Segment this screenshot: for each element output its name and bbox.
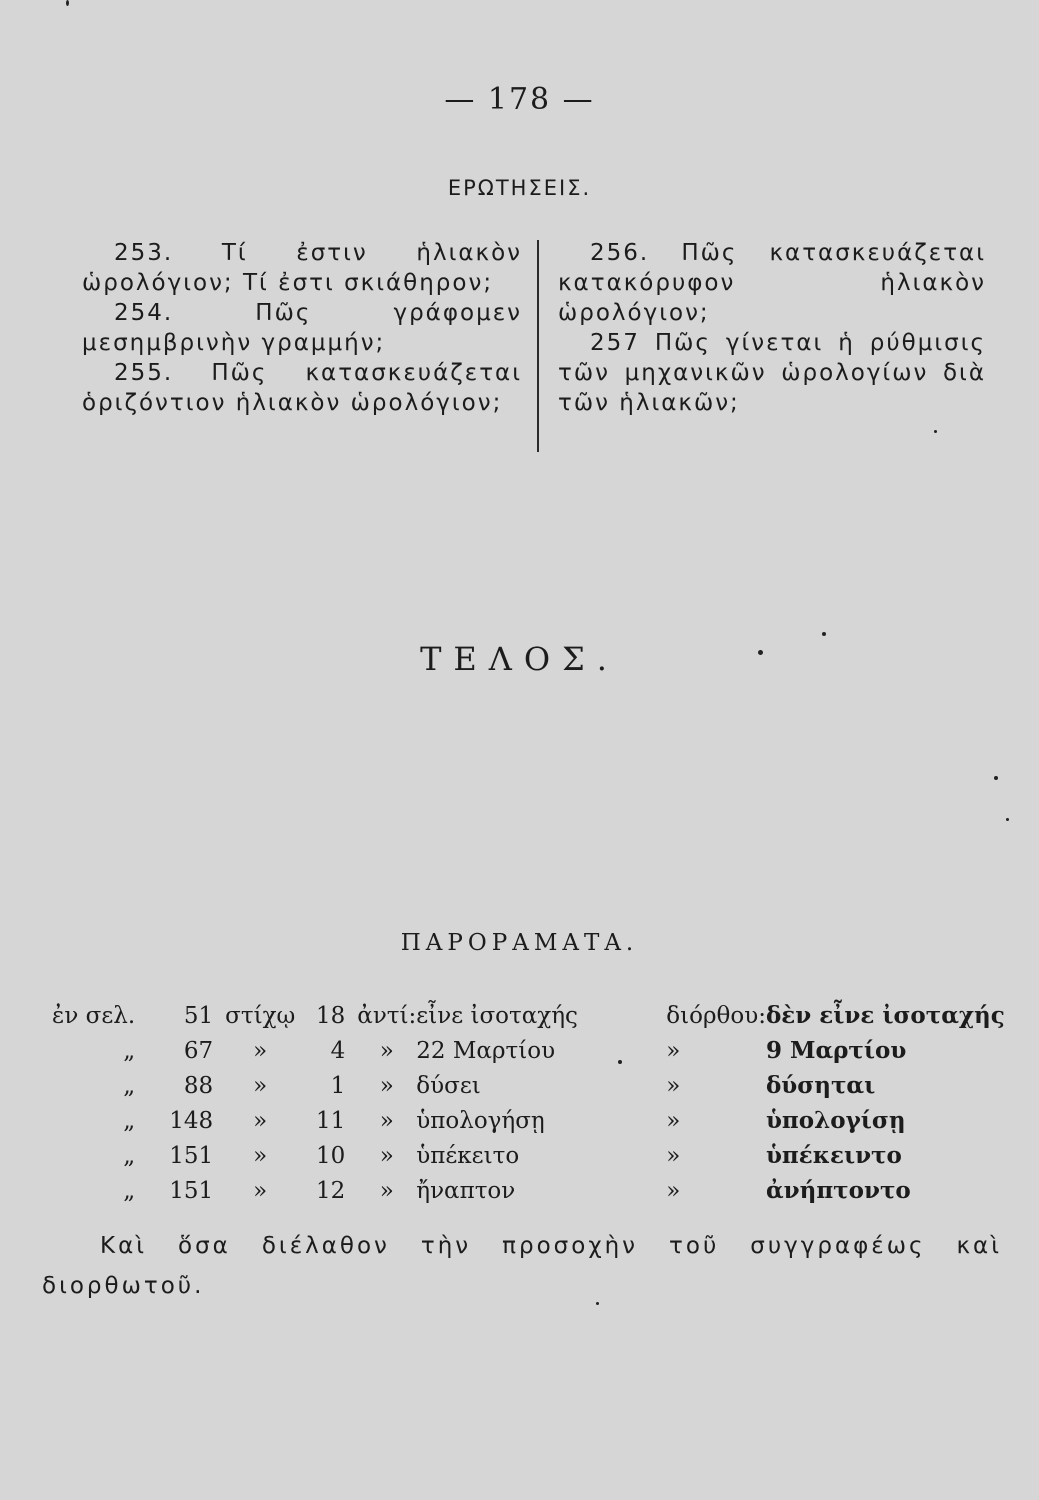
question-255: 255. Πῶς κατασκευάζεται ὁριζόντιον ἡλιακὸν ὡρολόγιον; bbox=[82, 360, 522, 416]
errata-instead-label: » bbox=[379, 1037, 394, 1064]
errata-line-label: » bbox=[253, 1037, 268, 1064]
errata-line: 4 bbox=[330, 1037, 346, 1064]
errata-wrong: 22 Μαρτίου bbox=[416, 1037, 556, 1064]
errata-line-label: στίχῳ bbox=[225, 1002, 296, 1029]
ink-speck bbox=[596, 1302, 599, 1305]
question-257: 257 Πῶς γίνεται ἡ ρύθμισις τῶν μηχανικῶν ὡρολογίων διὰ τῶν ἡλιακῶν; bbox=[558, 330, 986, 416]
errata-row bbox=[52, 1033, 1012, 1068]
errata-line-label: » bbox=[253, 1107, 268, 1134]
ink-speck bbox=[822, 632, 826, 636]
errata-wrong: ὑπολογήσῃ bbox=[416, 1107, 545, 1134]
errata-line: 11 bbox=[316, 1107, 346, 1134]
question-254: 254. Πῶς γράφομεν μεσημβρινὴν γραμμήν; bbox=[82, 300, 522, 356]
errata-correct-label: » bbox=[666, 1072, 681, 1099]
errata-closing-note bbox=[42, 1226, 1002, 1306]
errata-page: 67 bbox=[183, 1037, 214, 1064]
errata-lead: „ bbox=[123, 1142, 136, 1169]
page-number: — 178 — bbox=[444, 82, 595, 117]
errata-instead-label: » bbox=[379, 1177, 394, 1204]
errata-correct-label: διόρθου: bbox=[666, 1002, 766, 1029]
question-256: 256. Πῶς κατασκευάζεται κατακόρυφον ἡλιακὸν ὡρολόγιον; bbox=[558, 240, 986, 326]
errata-lead: ἐν σελ. bbox=[52, 1002, 136, 1029]
errata-row bbox=[52, 1068, 1012, 1103]
errata-row bbox=[52, 998, 1012, 1033]
ink-speck bbox=[66, 0, 69, 6]
ink-speck bbox=[1006, 818, 1009, 821]
end-title: ΤΕΛΟΣ. bbox=[420, 640, 619, 678]
errata-correct-label: » bbox=[666, 1107, 681, 1134]
errata-correct: 9 Μαρτίου bbox=[765, 1037, 907, 1064]
ink-speck bbox=[618, 1060, 622, 1064]
errata-wrong: εἶνε ἰσοταχής bbox=[416, 1002, 578, 1029]
errata-instead-label: » bbox=[379, 1142, 394, 1169]
errata-line: 10 bbox=[316, 1142, 346, 1169]
errata-correct-label: » bbox=[666, 1177, 681, 1204]
errata-page: 151 bbox=[169, 1177, 214, 1204]
errata-line-label: » bbox=[253, 1142, 268, 1169]
errata-row bbox=[52, 1173, 1012, 1208]
column-divider bbox=[537, 240, 539, 452]
closing-text: Καὶ ὅσα διέλαθον τὴν προσοχὴν τοῦ συγγραφέως καὶ διορθωτοῦ. bbox=[42, 1233, 1002, 1299]
errata-lead: „ bbox=[123, 1037, 136, 1064]
errata-line: 12 bbox=[316, 1177, 346, 1204]
errata-instead-label: ἀντί: bbox=[357, 1002, 417, 1029]
errata-correct-label: » bbox=[666, 1142, 681, 1169]
errata-correct: δὲν εἶνε ἰσοταχής bbox=[765, 1002, 1005, 1029]
errata-correct-label: » bbox=[666, 1037, 681, 1064]
errata-page: 148 bbox=[169, 1107, 214, 1134]
errata-row bbox=[52, 1138, 1012, 1173]
errata-line: 1 bbox=[330, 1072, 346, 1099]
errata-instead-label: » bbox=[379, 1072, 394, 1099]
errata-page: 151 bbox=[169, 1142, 214, 1169]
errata-wrong: ὑπέκειτο bbox=[416, 1142, 520, 1169]
errata-table bbox=[52, 998, 1012, 1208]
errata-lead: „ bbox=[123, 1107, 136, 1134]
questions-left-column bbox=[82, 238, 522, 418]
questions-heading: ΕΡΩΤΗΣΕΙΣ. bbox=[447, 176, 592, 200]
errata-line-label: » bbox=[253, 1177, 268, 1204]
ink-speck bbox=[994, 776, 998, 780]
ink-speck bbox=[934, 430, 937, 433]
errata-correct: ὑπέκειντο bbox=[765, 1142, 902, 1169]
errata-lead: „ bbox=[123, 1072, 136, 1099]
ink-speck bbox=[758, 650, 763, 655]
errata-line: 18 bbox=[316, 1002, 346, 1029]
question-253: 253. Τί ἐστιν ἡλιακὸν ὡρολόγιον; Τί ἐστι σκιάθηρον; bbox=[82, 240, 522, 296]
errata-page: 51 bbox=[183, 1002, 214, 1029]
questions-right-column bbox=[558, 238, 986, 418]
errata-wrong: ἤναπτον bbox=[416, 1177, 516, 1204]
errata-row bbox=[52, 1103, 1012, 1138]
errata-correct: ἀνήπτοντο bbox=[765, 1177, 911, 1204]
errata-correct: δύσηται bbox=[765, 1072, 876, 1099]
errata-lead: „ bbox=[123, 1177, 136, 1204]
errata-instead-label: » bbox=[379, 1107, 394, 1134]
errata-correct: ὑπολογίσῃ bbox=[765, 1107, 906, 1134]
errata-line-label: » bbox=[253, 1072, 268, 1099]
errata-heading: ΠΑΡΟΡΑΜΑΤΑ. bbox=[400, 930, 639, 956]
errata-wrong: δύσει bbox=[416, 1072, 481, 1099]
errata-page: 88 bbox=[183, 1072, 214, 1099]
